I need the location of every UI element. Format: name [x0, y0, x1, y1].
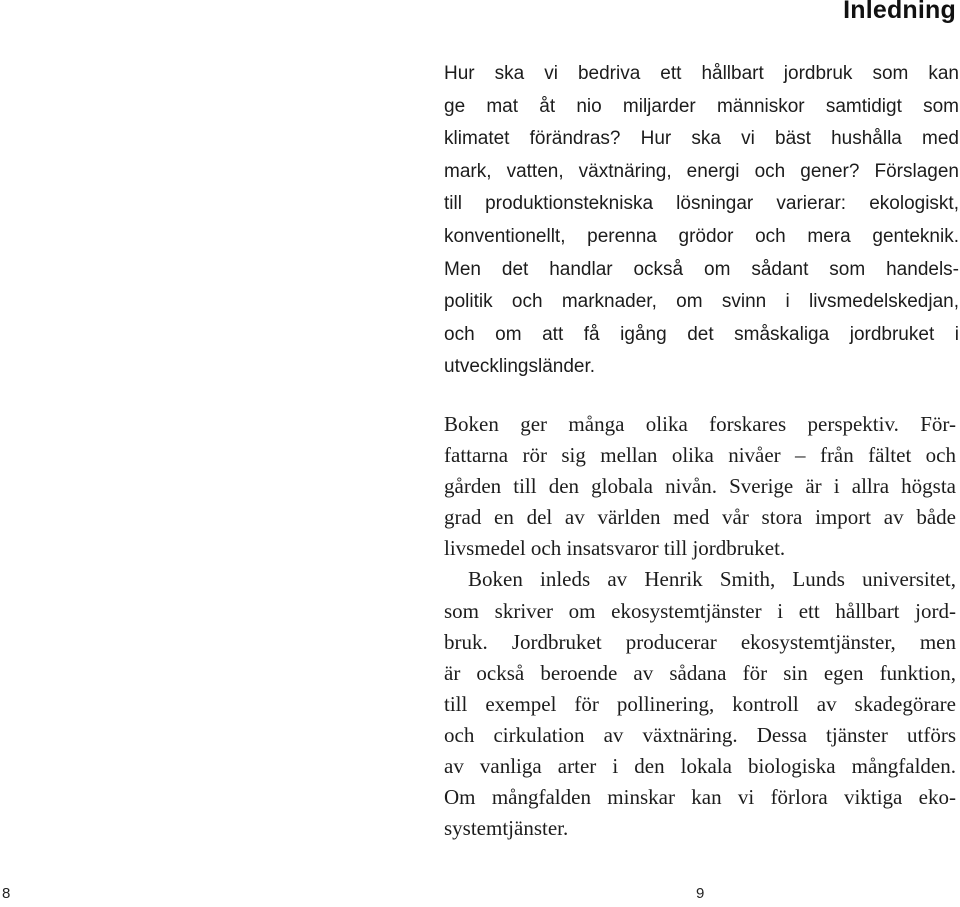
intro-line: till produktionstekniska lösningar varierar: ekologiskt, [444, 193, 959, 215]
body-line: grad en del av världen med vår stora import av både [444, 505, 956, 530]
intro-paragraph [444, 58, 959, 384]
intro-line: mark, vatten, växtnäring, energi och gener? Förslagen [444, 160, 959, 182]
intro-line: Men det handlar också om sådant som handels- [444, 258, 959, 280]
body-line: livsmedel och insatsvaror till jordbruket. [444, 536, 786, 561]
body-line: är också beroende av sådana för sin egen funktion, [444, 660, 956, 685]
intro-line: utvecklingsländer. [444, 356, 596, 378]
body-line: fattarna rör sig mellan olika nivåer – från fältet och [444, 443, 956, 468]
body-line: systemtjänster. [444, 816, 569, 841]
body-line: Boken inleds av Henrik Smith, Lunds universitet, [468, 567, 956, 592]
page-number-right: 9 [696, 885, 705, 902]
chapter-title: Inledning [843, 0, 956, 24]
body-paragraphs [444, 409, 956, 844]
intro-line: ge mat åt nio miljarder människor samtidigt som [444, 95, 959, 117]
body-line: bruk. Jordbruket producerar ekosystemtjänster, men [444, 629, 956, 654]
body-line: gården till den globala nivån. Sverige är i allra högsta [444, 474, 956, 499]
body-line: Om mångfalden minskar kan vi förlora viktiga eko- [444, 785, 956, 810]
intro-line: klimatet förändras? Hur ska vi bäst hushålla med [444, 128, 959, 150]
intro-line: och om att få igång det småskaliga jordbruket i [444, 323, 959, 345]
body-line: som skriver om ekosystemtjänster i ett hållbart jord- [444, 598, 956, 623]
body-line: till exempel för pollinering, kontroll av skadegörare [444, 691, 956, 716]
body-line: av vanliga arter i den lokala biologiska mångfalden. [444, 754, 956, 779]
intro-line: Hur ska vi bedriva ett hållbart jordbruk som kan [444, 63, 959, 84]
intro-line: konventionellt, perenna grödor och mera genteknik. [444, 225, 959, 247]
page-number-left: 8 [2, 885, 11, 902]
intro-line: politik och marknader, om svinn i livsmedelskedjan, [444, 291, 959, 313]
body-line: och cirkulation av växtnäring. Dessa tjänster utförs [444, 722, 956, 747]
body-line: Boken ger många olika forskares perspektiv. För- [444, 412, 956, 436]
